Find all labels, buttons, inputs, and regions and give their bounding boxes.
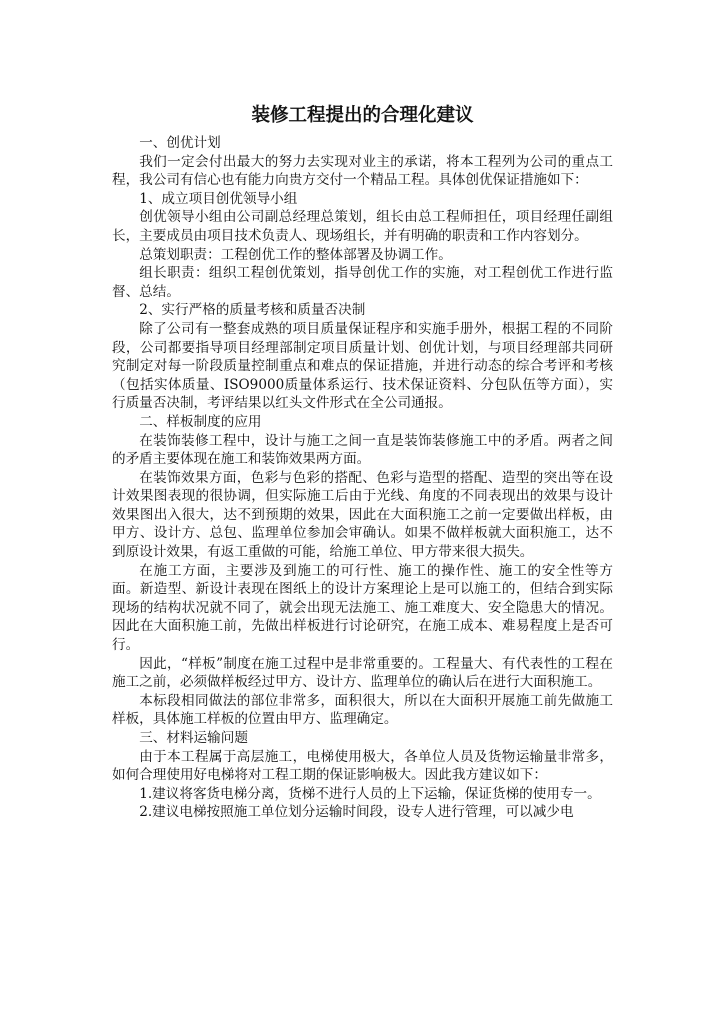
paragraph: 除了公司有一整套成熟的项目质量保证程序和实施手册外，根据工程的不同阶段，公司都要指导项目经理部制定项目质量计划、创优计划，与项目经理部共同研究制定对每一阶段质量控制重点和难点的保证措施，并进行动态的综合考评和考核（包括实体质量、ISO9000质量体系运行、技术保证资料、分包队伍等方面），实行质量否决制，考评结果以红头文件形式在全公司通报。: [112, 320, 613, 412]
paragraph: 创优领导小组由公司副总经理总策划，组长由总工程师担任，项目经理任副组长，主要成员由项目技术负责人、现场组长，并有明确的职责和工作内容划分。: [112, 209, 613, 244]
section-heading-sample: 二、样板制度的应用: [139, 413, 262, 430]
subsection-heading: 1、成立项目创优领导小组: [139, 190, 298, 207]
paragraph: 在装饰效果方面，色彩与色彩的搭配、色彩与造型的搭配、造型的突出等在设计效果图表现的很协调，但实际施工后由于光线、角度的不同表现出的效果与设计效果图出入很大，达不到预期的效果，因此在大面积施工之前一定要做出样板，由甲方、设计方、总包、监理单位参加会审确认。如果不做样板就大面积施工，达不到原设计效果，有返工重做的可能，给施工单位、甲方带来很大损失。: [112, 469, 613, 561]
paragraph: 在施工方面，主要涉及到施工的可行性、施工的操作性、施工的安全性等方面。新造型、新设计表现在图纸上的设计方案理论上是可以施工的，但结合到实际现场的结构状况就不同了，就会出现无法施工、施工难度大、安全隐患大的情况。因此在大面积施工前，先做出样板进行讨论研究，在施工成本、难易程度上是否可行。: [112, 562, 613, 654]
subsection-heading: 2、实行严格的质量考核和质量否决制: [139, 302, 366, 319]
document-page: [112, 104, 613, 822]
paragraph: 我们一定会付出最大的努力去实现对业主的承诺，将本工程列为公司的重点工程，我公司有信心也有能力向贵方交付一个精品工程。具体创优保证措施如下：: [112, 153, 613, 189]
section-heading-transport: 三、材料运输问题: [139, 730, 248, 746]
list-item: 1.建议将客货电梯分离，货梯不进行人员的上下运输，保证货梯的使用专一。: [139, 785, 601, 802]
paragraph: 总策划职责：工程创优工作的整体部署及协调工作。: [139, 246, 452, 263]
paragraph: 因此，“样板”制度在施工过程中是非常重要的。工程量大、有代表性的工程在施工之前，必须做样板经过甲方、设计方、监理单位的确认后在进行大面积施工。: [112, 655, 613, 691]
paragraph: 由于本工程属于高层施工，电梯使用极大，各单位人员及货物运输量非常多，如何合理使用好电梯将对工程工期的保证影响极大。因此我方建议如下：: [112, 748, 613, 784]
paragraph: 本标段相同做法的部位非常多，面积很大，所以在大面积开展施工前先做施工样板，具体施工样板的位置由甲方、监理确定。: [112, 692, 613, 728]
document-title: 装修工程提出的合理化建议: [251, 105, 474, 126]
paragraph: 组长职责：组织工程创优策划，指导创优工作的实施，对工程创优工作进行监督、总结。: [112, 265, 613, 300]
section-heading-plan: 一、创优计划: [139, 135, 221, 151]
paragraph: 在装饰装修工程中，设计与施工之间一直是装饰装修施工中的矛盾。两者之间的矛盾主要体现在施工和装饰效果两方面。: [112, 432, 613, 468]
list-item: 2.建议电梯按照施工单位划分运输时间段，设专人进行管理，可以减少电: [139, 804, 574, 821]
